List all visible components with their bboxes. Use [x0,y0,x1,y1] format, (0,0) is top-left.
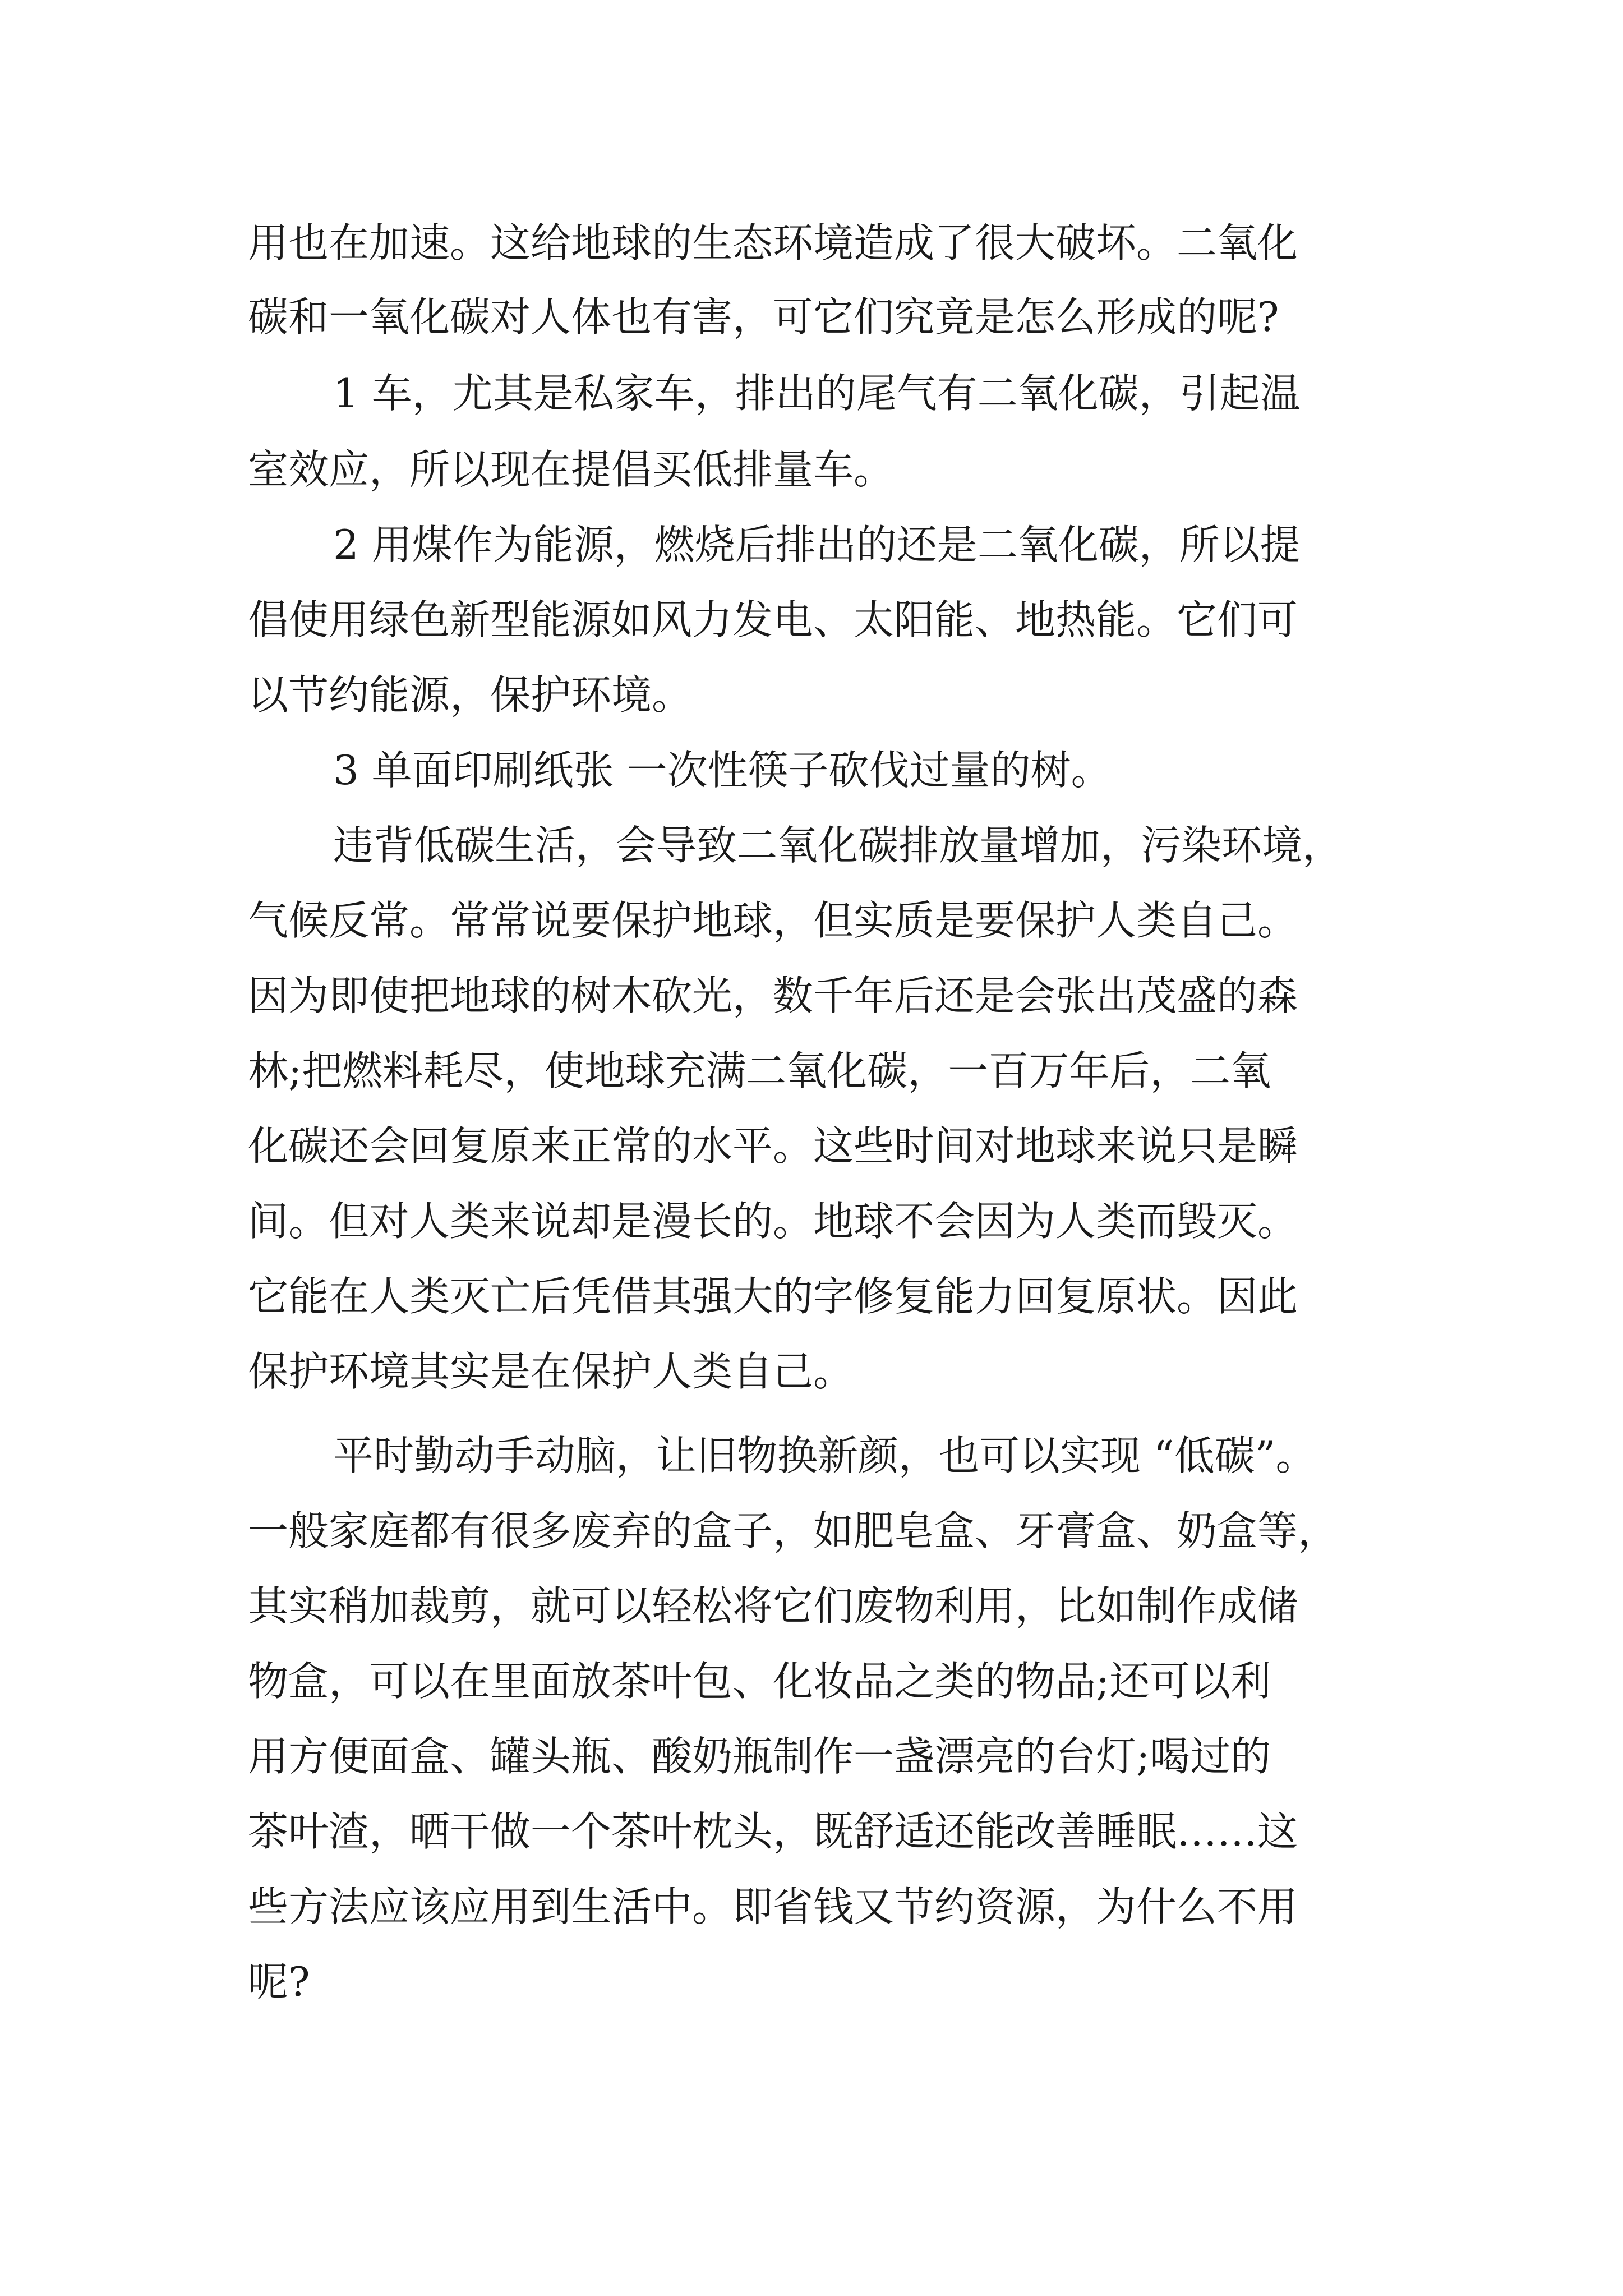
text-line: 化碳还会回复原来正常的水平。这些时间对地球来说只是瞬 [248,1122,1298,1170]
text-line: 2 用煤作为能源，燃烧后排出的还是二氧化碳，所以提 [333,521,1301,568]
text-line: 3 单面印刷纸张 一次性筷子砍伐过量的树。 [333,747,1112,794]
text-line: 倡使用绿色新型能源如风力发电、太阳能、地热能。它们可 [248,596,1298,643]
text-line: 它能在人类灭亡后凭借其强大的字修复能力回复原状。因此 [248,1273,1298,1320]
text-line: 茶叶渣，晒干做一个茶叶枕头，既舒适还能改善睡眠……这 [248,1808,1298,1855]
text-line: 保护环境其实是在保护人类自己。 [248,1348,854,1395]
text-line: 因为即使把地球的树木砍光，数千年后还是会张出茂盛的森 [248,972,1298,1019]
text-line: 碳和一氧化碳对人体也有害，可它们究竟是怎么形成的呢? [248,293,1279,341]
text-line: 用方便面盒、罐头瓶、酸奶瓶制作一盏漂亮的台灯;喝过的 [248,1733,1271,1780]
text-line: 违背低碳生活，会导致二氧化碳排放量增加，污染环境， [333,822,1343,869]
text-line: 室效应，所以现在提倡买低排量车。 [248,446,895,493]
text-line: 气候反常。常常说要保护地球，但实质是要保护人类自己。 [248,897,1298,944]
text-line: 林;把燃料耗尽，使地球充满二氧化碳，一百万年后，二氧 [248,1047,1271,1094]
text-line: 1 车，尤其是私家车，排出的尾气有二氧化碳，引起温 [333,370,1301,417]
text-line: 一般家庭都有很多废弃的盒子，如肥皂盒、牙膏盒、奶盒等， [248,1507,1339,1554]
text-line: 物盒，可以在里面放茶叶包、化妆品之类的物品;还可以利 [248,1658,1271,1705]
text-line: 呢? [248,1958,310,2005]
text-line: 其实稍加裁剪，就可以轻松将它们废物利用，比如制作成储 [248,1582,1298,1630]
text-line: 间。但对人类来说却是漫长的。地球不会因为人类而毁灭。 [248,1198,1298,1245]
text-line: 些方法应该应用到生活中。即省钱又节约资源，为什么不用 [248,1883,1298,1930]
text-line: 平时勤动手动脑，让旧物换新颜，也可以实现 “低碳”。 [333,1432,1316,1479]
text-line: 以节约能源，保护环境。 [248,671,693,719]
text-line: 用也在加速。这给地球的生态环境造成了很大破坏。二氧化 [248,219,1298,266]
